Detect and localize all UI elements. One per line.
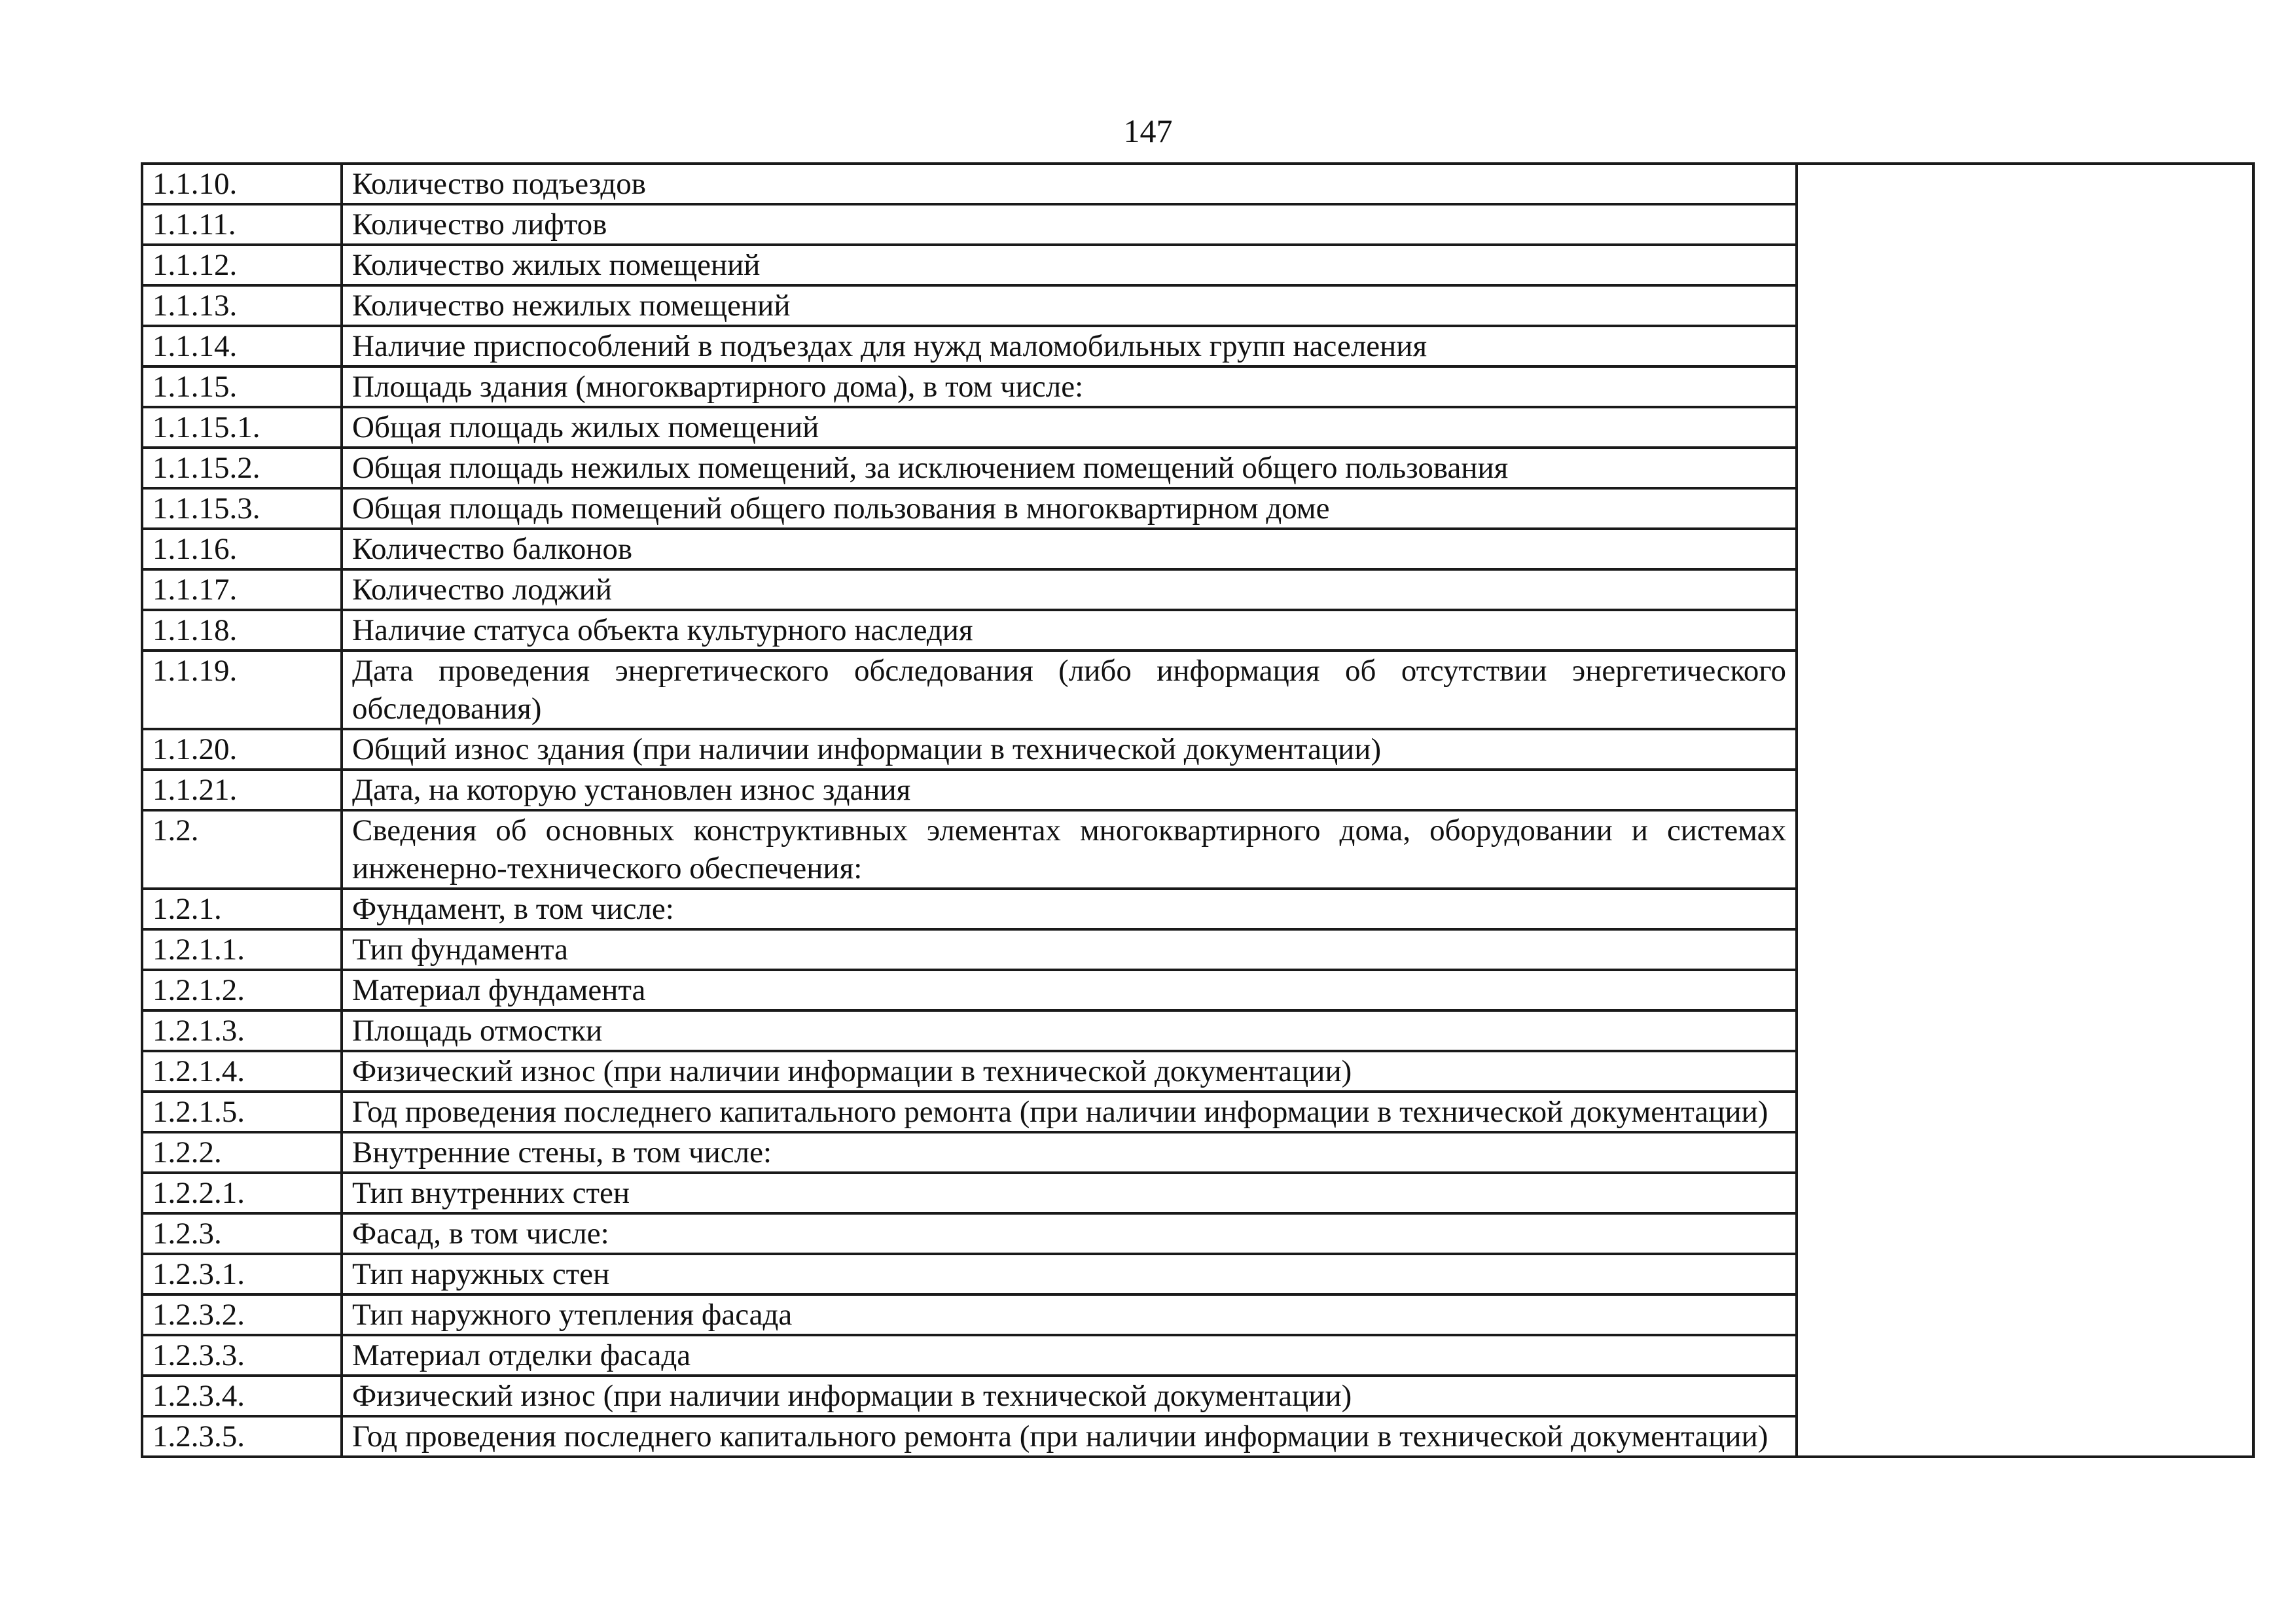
item-name: Дата проведения энергетического обследования (либо информация об отсутствии энергетического обследования) <box>342 651 1797 729</box>
item-number: 1.1.15.3. <box>142 488 342 529</box>
item-name: Площадь отмостки <box>342 1010 1797 1051</box>
item-name: Внутренние стены, в том числе: <box>342 1132 1797 1173</box>
item-name: Общий износ здания (при наличии информации в технической документации) <box>342 729 1797 770</box>
item-name: Количество жилых помещений <box>342 245 1797 285</box>
item-name: Общая площадь помещений общего пользования в многоквартирном доме <box>342 488 1797 529</box>
item-name: Тип наружных стен <box>342 1254 1797 1294</box>
item-number: 1.2.1.1. <box>142 929 342 970</box>
item-name: Год проведения последнего капитального ремонта (при наличии информации в технической документации) <box>342 1092 1797 1132</box>
item-number: 1.1.15.1. <box>142 407 342 448</box>
item-number: 1.1.14. <box>142 326 342 366</box>
item-number: 1.2.1.3. <box>142 1010 342 1051</box>
item-number: 1.2.1.5. <box>142 1092 342 1132</box>
item-number: 1.2.3.5. <box>142 1416 342 1457</box>
item-name: Год проведения последнего капитального ремонта (при наличии информации в технической документации) <box>342 1416 1797 1457</box>
item-number: 1.2.2. <box>142 1132 342 1173</box>
item-number: 1.1.17. <box>142 569 342 610</box>
item-number: 1.1.15.2. <box>142 448 342 488</box>
item-name: Физический износ (при наличии информации в технической документации) <box>342 1051 1797 1092</box>
item-name: Общая площадь жилых помещений <box>342 407 1797 448</box>
item-name: Наличие приспособлений в подъездах для нужд маломобильных групп населения <box>342 326 1797 366</box>
item-name: Количество балконов <box>342 529 1797 569</box>
item-number: 1.1.16. <box>142 529 342 569</box>
item-number: 1.2.3.3. <box>142 1335 342 1376</box>
value-column <box>1797 164 2253 1457</box>
item-number: 1.1.10. <box>142 164 342 204</box>
item-name: Общая площадь нежилых помещений, за исключением помещений общего пользования <box>342 448 1797 488</box>
item-name: Тип внутренних стен <box>342 1173 1797 1213</box>
item-name: Дата, на которую установлен износ здания <box>342 770 1797 810</box>
item-number: 1.2.1.4. <box>142 1051 342 1092</box>
item-number: 1.1.21. <box>142 770 342 810</box>
item-number: 1.2.3.2. <box>142 1294 342 1335</box>
item-name: Тип фундамента <box>342 929 1797 970</box>
item-name: Фундамент, в том числе: <box>342 889 1797 929</box>
item-name: Материал отделки фасада <box>342 1335 1797 1376</box>
passport-table-body <box>142 164 2253 1457</box>
item-number: 1.2.1.2. <box>142 970 342 1010</box>
item-name: Фасад, в том числе: <box>342 1213 1797 1254</box>
page-number: 147 <box>1123 113 1173 149</box>
item-number: 1.1.11. <box>142 204 342 245</box>
item-number: 1.2.2.1. <box>142 1173 342 1213</box>
item-name: Количество нежилых помещений <box>342 285 1797 326</box>
item-number: 1.1.12. <box>142 245 342 285</box>
item-number: 1.1.13. <box>142 285 342 326</box>
item-number: 1.1.19. <box>142 651 342 729</box>
item-number: 1.1.20. <box>142 729 342 770</box>
item-name: Площадь здания (многоквартирного дома), в том числе: <box>342 366 1797 407</box>
item-number: 1.1.15. <box>142 366 342 407</box>
item-number: 1.1.18. <box>142 610 342 651</box>
item-number: 1.2.3.1. <box>142 1254 342 1294</box>
item-name: Наличие статуса объекта культурного наследия <box>342 610 1797 651</box>
passport-table <box>141 162 2255 1458</box>
item-name: Физический износ (при наличии информации в технической документации) <box>342 1376 1797 1416</box>
item-name: Сведения об основных конструктивных элементах многоквартирного дома, оборудовании и системах инженерно-технического обеспечения: <box>342 810 1797 889</box>
item-name: Количество лифтов <box>342 204 1797 245</box>
item-number: 1.2. <box>142 810 342 889</box>
item-name: Количество подъездов <box>342 164 1797 204</box>
item-name: Тип наружного утепления фасада <box>342 1294 1797 1335</box>
item-number: 1.2.3. <box>142 1213 342 1254</box>
item-number: 1.2.3.4. <box>142 1376 342 1416</box>
item-name: Материал фундамента <box>342 970 1797 1010</box>
item-name: Количество лоджий <box>342 569 1797 610</box>
item-number: 1.2.1. <box>142 889 342 929</box>
table-row <box>142 164 2253 204</box>
